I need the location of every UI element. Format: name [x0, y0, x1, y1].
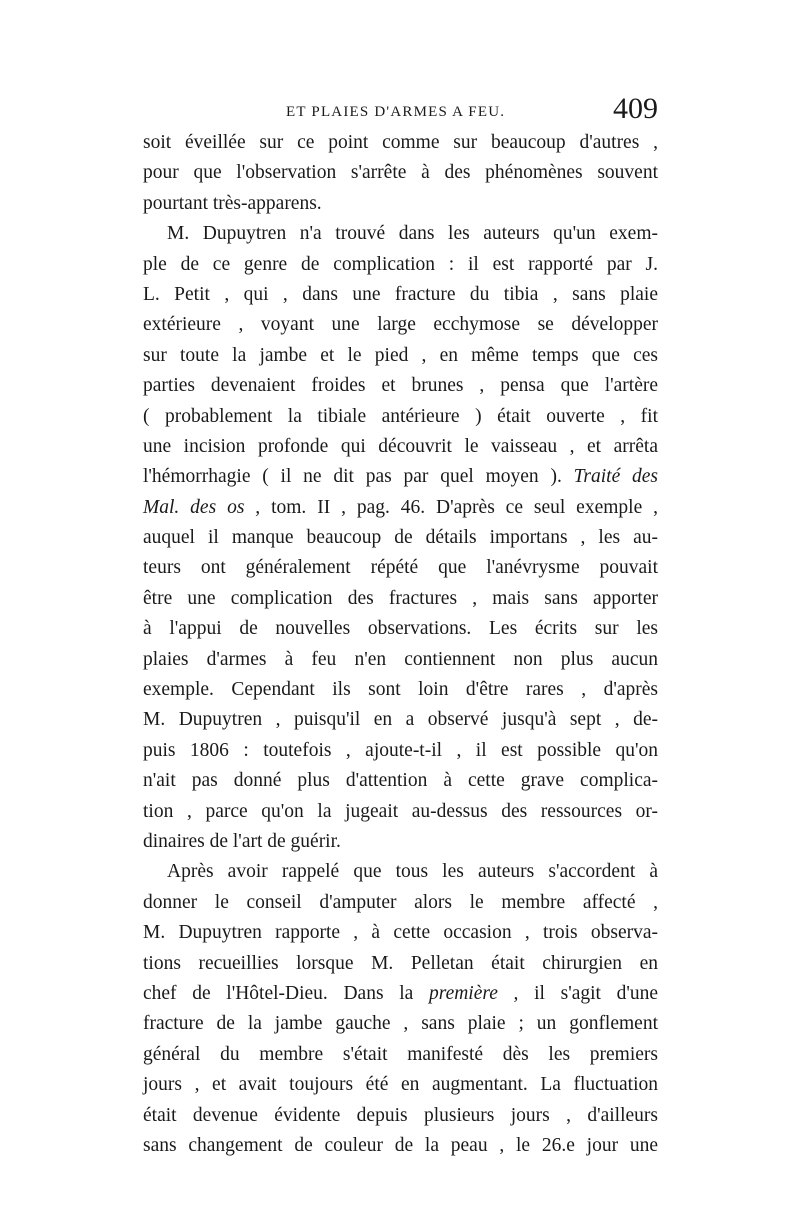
text-line: être une complication des fractures , mais sans apporter: [143, 587, 658, 609]
text-line: tion , parce qu'on la jugeait au-dessus des ressources or-: [143, 800, 658, 822]
text-line: puis 1806 : toutefois , ajoute-t-il , il est possible qu'on: [143, 739, 658, 761]
text-line: soit éveillée sur ce point comme sur beaucoup d'autres ,: [143, 132, 658, 153]
text-line: pour que l'observation s'arrête à des phénomènes souvent: [143, 162, 658, 184]
italic-citation: Traité des: [573, 466, 659, 488]
text-line: teurs ont généralement répété que l'anévrysme pouvait: [143, 557, 658, 579]
text-line: parties devenaient froides et brunes , pensa que l'artère: [143, 375, 658, 397]
text-line: M. Dupuytren rapporte , à cette occasion , trois observa-: [143, 922, 658, 944]
text-segment: il s'agit d'une: [534, 982, 659, 1004]
text-line: exemple. Cependant ils sont loin d'être rares , d'après: [143, 679, 658, 701]
text-segment: chef de l'Hôtel-Dieu. Dans la: [143, 982, 414, 1004]
text-line: fracture de la jambe gauche , sans plaie ; un gonflement: [143, 1013, 658, 1035]
text-line: plaies d'armes à feu n'en contiennent non plus aucun: [143, 648, 658, 670]
text-line: extérieure , voyant une large ecchymose se développer: [143, 314, 658, 336]
italic-citation: Mal. des os ,: [143, 496, 261, 518]
text-segment: l'hémorrhagie ( il ne dit pas par quel moyen ).: [143, 466, 562, 488]
italic-word: première ,: [428, 982, 519, 1004]
text-line: M. Dupuytren , puisqu'il en a observé jusqu'à sept , de-: [143, 709, 658, 731]
text-line: était devenue évidente depuis plusieurs jours , d'ailleurs: [143, 1104, 658, 1126]
text-line: tions recueillies lorsque M. Pelletan était chirurgien en: [143, 952, 658, 974]
text-line: pourtant très-apparens.: [143, 192, 322, 214]
text-line: [143, 493, 658, 523]
text-line: [143, 462, 658, 492]
text-line: auquel il manque beaucoup de détails importans , les au-: [143, 527, 658, 549]
text-line: jours , et avait toujours été en augmentant. La fluctuation: [143, 1074, 658, 1096]
text-line: [143, 979, 658, 1009]
text-line: sans changement de couleur de la peau , le 26.e jour une: [143, 1134, 658, 1156]
page-number: 409: [613, 92, 658, 125]
text-line: une incision profonde qui découvrit le vaisseau , et arrêta: [143, 435, 658, 457]
text-line: L. Petit , qui , dans une fracture du tibia , sans plaie: [143, 283, 658, 305]
text-line: donner le conseil d'amputer alors le membre affecté ,: [143, 891, 658, 913]
text-line: sur toute la jambe et le pied , en même temps que ces: [143, 344, 658, 366]
text-line: n'ait pas donné plus d'attention à cette grave complica-: [143, 770, 658, 792]
running-title: ET PLAIES D'ARMES A FEU.: [286, 104, 506, 120]
text-line: à l'appui de nouvelles observations. Les écrits sur les: [143, 618, 658, 640]
text-line: général du membre s'était manifesté dès les premiers: [143, 1043, 658, 1065]
text-line: M. Dupuytren n'a trouvé dans les auteurs qu'un exem-: [167, 223, 658, 245]
body-text: [143, 128, 658, 1161]
text-line: dinaires de l'art de guérir.: [143, 830, 341, 852]
text-line: Après avoir rappelé que tous les auteurs s'accordent à: [167, 861, 658, 883]
text-line: ( probablement la tibiale antérieure ) était ouverte , fit: [143, 405, 658, 427]
text-line: ple de ce genre de complication : il est rapporté par J.: [143, 253, 658, 275]
text-segment: tom. II , pag. 46. D'après ce seul exemple ,: [271, 496, 659, 518]
